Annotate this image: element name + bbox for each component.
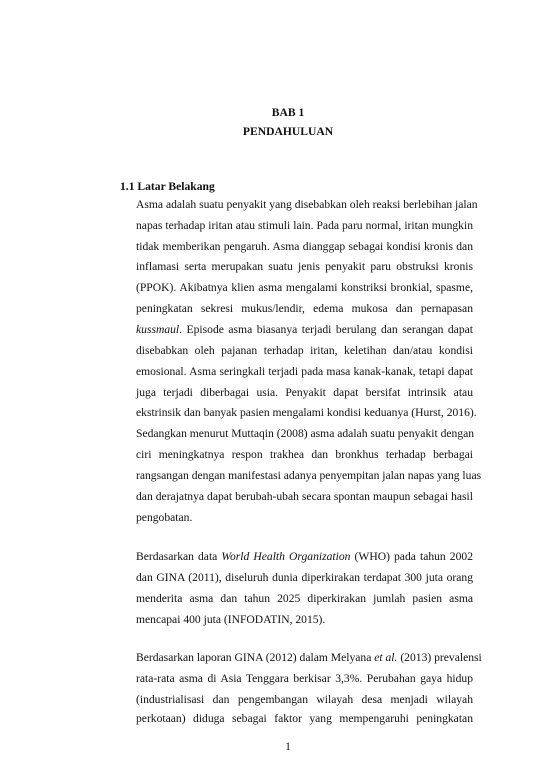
paragraph-line: rata-rata asma di Asia Tenggara berkisar 3,3%. Perubahan gaya hidup [136, 672, 473, 685]
paragraph-line: kussmaul. Episode asma biasanya terjadi berulang dan serangan dapat [136, 323, 473, 336]
paragraph-line: pengobatan. [136, 511, 193, 524]
chapter-number: BAB 1 [271, 106, 305, 119]
paragraph-line: napas terhadap iritan atau stimuli lain. Pada paru normal, iritan mungkin [136, 219, 473, 232]
chapter-title: PENDAHULUAN [242, 125, 334, 138]
paragraph-line: dan GINA (2011), diseluruh dunia diperkirakan terdapat 300 juta orang [136, 571, 473, 584]
paragraph-line: inflamasi serta merupakan suatu jenis penyakit paru obstruksi kronis [136, 260, 473, 273]
paragraph-line: Berdasarkan laporan GINA (2012) dalam Melyana et al. (2013) prevalensi [136, 651, 482, 664]
paragraph-line: (PPOK). Akibatnya klien asma mengalami konstriksi bronkial, spasme, [136, 281, 473, 294]
paragraph-line: ciri meningkatnya respon trakhea dan bronkhus terhadap berbagai [136, 448, 473, 461]
paragraph-line: menderita asma dan tahun 2025 diperkirakan jumlah pasien asma [136, 592, 473, 605]
paragraph-line: dan derajatnya dapat berubah-ubah secara spontan maupun sebagai hasil [136, 490, 473, 503]
paragraph-line: perkotaan) diduga sebagai faktor yang mempengaruhi peningkatan [136, 712, 473, 725]
paragraph-line: disebabkan oleh pajanan terhadap iritan, keletihan dan/atau kondisi [136, 344, 473, 357]
paragraph-line: rangsangan dengan manifestasi adanya penyempitan jalan napas yang luas [136, 469, 482, 482]
section-heading: 1.1 Latar Belakang [120, 180, 215, 193]
paragraph-line: juga terjadi diberbagai usia. Penyakit dapat bersifat intrinsik atau [136, 386, 473, 399]
paragraph-line: mencapai 400 juta (INFODATIN, 2015). [136, 613, 326, 626]
page-number: 1 [285, 740, 291, 753]
paragraph-line: peningkatan sekresi mukus/lendir, edema mukosa dan pernapasan [136, 302, 473, 315]
paragraph-line: Asma adalah suatu penyakit yang disebabkan oleh reaksi berlebihan jalan [136, 198, 478, 211]
paragraph-line: emosional. Asma seringkali terjadi pada masa kanak-kanak, tetapi dapat [136, 365, 473, 378]
paragraph-line: (industrialisasi dan pengembangan wilayah desa menjadi wilayah [136, 693, 473, 706]
paragraph-line: Berdasarkan data World Health Organization (WHO) pada tahun 2002 [136, 550, 473, 563]
paragraph-line: Sedangkan menurut Muttaqin (2008) asma adalah suatu penyakit dengan [136, 427, 475, 440]
paragraph-line: tidak memberikan pengaruh. Asma dianggap sebagai kondisi kronis dan [136, 240, 473, 253]
paragraph-line: ekstrinsik dan banyak pasien mengalami kondisi keduanya (Hurst, 2016). [136, 406, 477, 419]
